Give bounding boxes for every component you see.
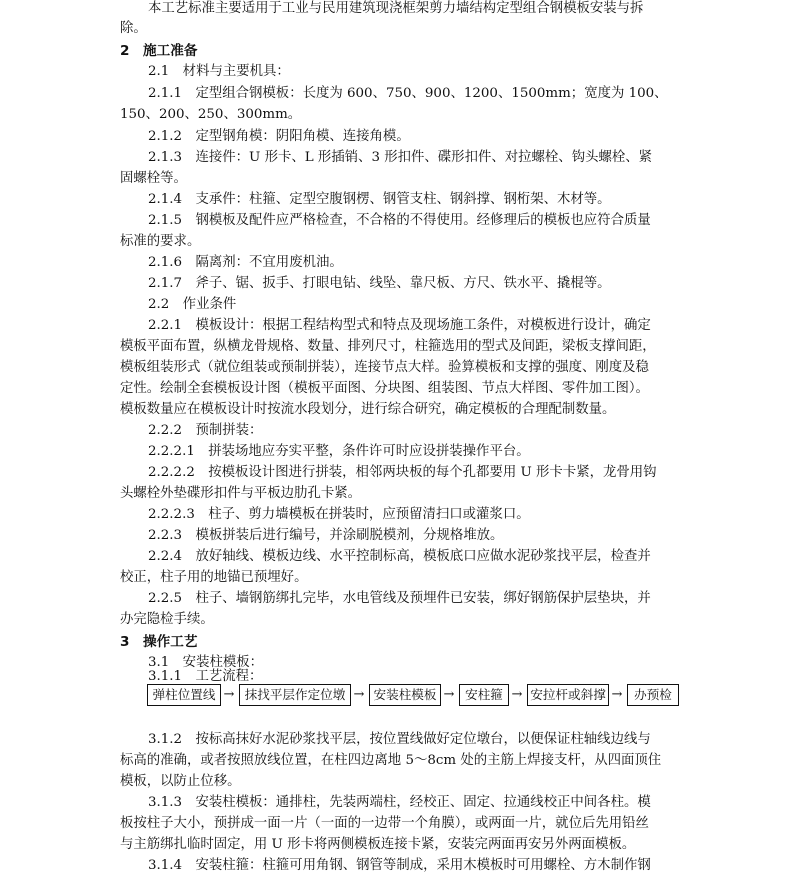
text-line: 模板组装形式（就位组装或预制拼装），连接节点大样。验算模板和支撑的强度、刚度及稳 xyxy=(120,360,649,375)
text-line: 150、200、250、300mm。 xyxy=(120,107,302,122)
text-line: 除。 xyxy=(120,21,147,36)
text-line: 2.1.3 连接件：U 形卡、L 形插销、3 形扣件、碟形扣件、对拉螺栓、钩头螺栓、紧 xyxy=(148,150,653,165)
section-heading: 2 施工准备 xyxy=(120,43,198,59)
text-line: 2.2.2.1 拼装场地应夯实平整，条件许可时应设拼装操作平台。 xyxy=(148,444,530,459)
text-line: 固螺栓等。 xyxy=(120,171,187,186)
text-line: 头螺栓外垫碟形扣件与平板边肋孔卡紧。 xyxy=(120,486,362,501)
arrow-icon: → xyxy=(511,687,523,702)
flow-step: 安装柱模板 xyxy=(369,684,441,706)
text-line: 板按柱子大小，预拼成一面一片（一面的一边带一个角膜），或两面一片，就位后先用铅丝 xyxy=(120,816,649,831)
text-line: 模板数量应在模板设计时按流水段划分，进行综合研究，确定模板的合理配制数量。 xyxy=(120,402,616,417)
text-line: 2.2.2.2 按模板设计图进行拼装，相邻两块板的每个孔都要用 U 形卡卡紧，龙骨用钩 xyxy=(148,465,657,480)
text-line: 模板平面布置，纵横龙骨规格、数量、排列尺寸，柱箍选用的型式及间距，梁板支撑间距， xyxy=(120,339,656,354)
text-line: 2.1.2 定型钢角模：阴阳角模、连接角模。 xyxy=(148,129,410,144)
arrow-icon: → xyxy=(611,687,623,702)
text-line: 与主筋绑扎临时固定，用 U 形卡将两侧模板连接卡紧，安装完两面再安另外两面模板。 xyxy=(120,837,636,852)
text-line: 3.1.3 安装柱模板：通排柱，先装两端柱，经校正、固定、拉通线校正中间各柱。模 xyxy=(148,795,651,810)
arrow-icon: → xyxy=(353,687,365,702)
text-line: 2.2.1 模板设计：根据工程结构型式和特点及现场施工条件，对模板进行设计，确定 xyxy=(148,318,651,333)
text-line: 模板，以防止位移。 xyxy=(120,774,241,789)
subsection-heading: 2.1 材料与主要机具： xyxy=(148,64,290,79)
text-line: 2.1.6 隔离剂：不宜用废机油。 xyxy=(148,255,343,270)
text-line: 本工艺标准主要适用于工业与民用建筑现浇框架剪力墙结构定型组合钢模板安装与拆 xyxy=(148,1,644,16)
flow-step: 办预检 xyxy=(627,684,679,706)
text-line: 标高的准确，或者按照放线位置，在柱四边离地 5～8cm 处的主筋上焊接支杆，从四面顶住 xyxy=(120,753,662,768)
flow-step: 安拉杆或斜撑 xyxy=(527,684,609,706)
text-line: 办完隐检手续。 xyxy=(120,612,214,627)
text-line: 标准的要求。 xyxy=(120,234,201,249)
text-line: 2.1.4 支承件：柱箍、定型空腹钢楞、钢管支柱、钢斜撑、钢桁架、木材等。 xyxy=(148,192,611,207)
text-line: 3.1.1 工艺流程： xyxy=(148,669,263,684)
text-line: 2.2.3 模板拼装后进行编号，并涂刷脱模剂，分规格堆放。 xyxy=(148,528,504,543)
flow-step: 安柱箍 xyxy=(459,684,509,706)
text-line: 2.1.7 斧子、锯、扳手、打眼电钻、线坠、靠尺板、方尺、铁水平、撬棍等。 xyxy=(148,276,611,291)
text-line: 2.2.2 预制拼装： xyxy=(148,423,263,438)
text-line: 2.1.5 钢模板及配件应严格检查，不合格的不得使用。经修理后的模板也应符合质量 xyxy=(148,213,651,228)
text-line: 2.2.2.3 柱子、剪力墙模板在拼装时，应预留清扫口或灌浆口。 xyxy=(148,507,530,522)
text-line: 2.2.4 放好轴线、模板边线、水平控制标高，模板底口应做水泥砂浆找平层，检查并 xyxy=(148,549,651,564)
section-heading: 3 操作工艺 xyxy=(120,634,198,650)
text-line: 校正，柱子用的地锚已预埋好。 xyxy=(120,570,308,585)
subsection-heading: 2.2 作业条件 xyxy=(148,297,237,312)
text-line: 2.2.5 柱子、墙钢筋绑扎完毕，水电管线及预埋件已安装，绑好钢筋保护层垫块，并 xyxy=(148,591,651,606)
text-line: 3.1.4 安装柱箍：柱箍可用角钢、钢管等制成，采用木模板时可用螺栓、方木制作钢 xyxy=(148,858,651,873)
arrow-icon: → xyxy=(443,687,455,702)
flow-step: 抹找平层作定位墩 xyxy=(239,684,351,706)
text-line: 定性。绘制全套模板设计图（模板平面图、分块图、组装图、节点大样图、零件加工图）。 xyxy=(120,381,649,396)
text-line: 2.1.1 定型组合钢模板：长度为 600、750、900、1200、1500mm；宽度为 100、 xyxy=(148,86,668,101)
text-line: 3.1.2 按标高抹好水泥砂浆找平层，按位置线做好定位墩台，以便保证柱轴线边线与 xyxy=(148,732,651,747)
flow-step: 弹柱位置线 xyxy=(147,684,221,706)
arrow-icon: → xyxy=(223,687,235,702)
subsection-heading: 3.1 安装柱模板： xyxy=(148,655,264,670)
